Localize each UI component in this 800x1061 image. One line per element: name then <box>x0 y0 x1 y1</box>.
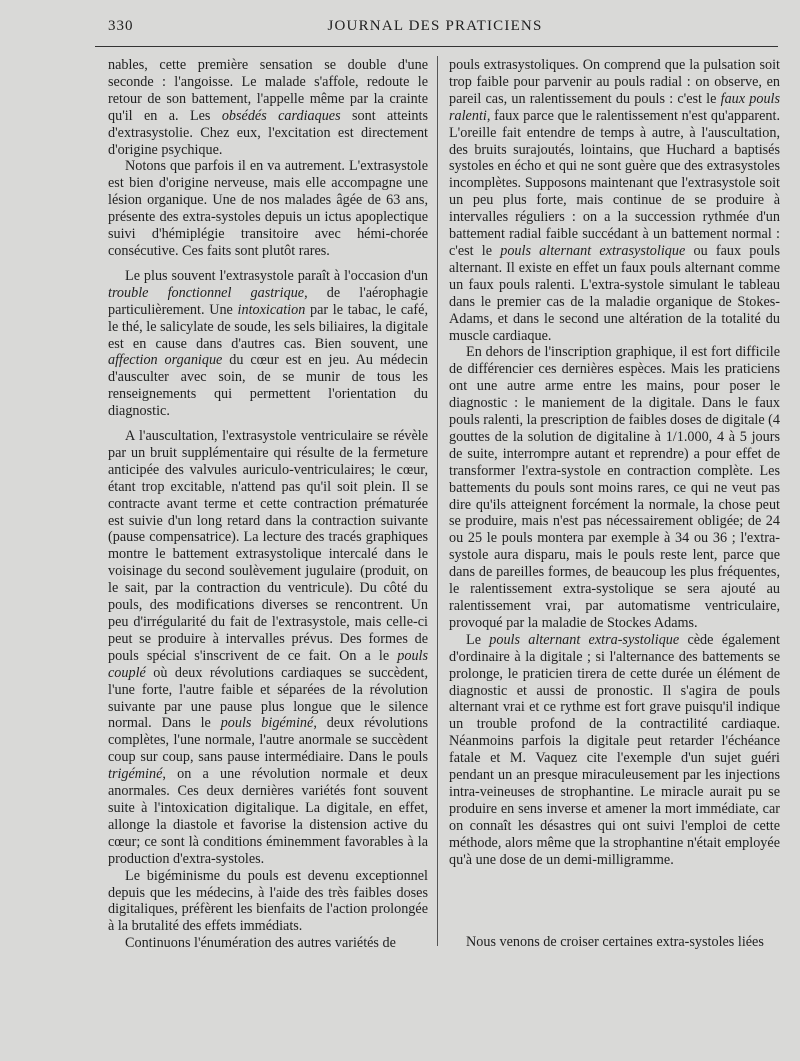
text-run: ou faux pouls alternant. Il existe en effet un faux pouls alternant comme un faux pouls ralenti. L'extra-systole simulant le tableau dans le premier cas de la maladie organique de Stokes-Adams, et dans le second une altération de la totalité du muscle cardiaque. <box>449 242 780 344</box>
text-run: Le plus souvent l'extrasystole paraît à l'occasion d'un <box>125 267 428 284</box>
text-run: A l'auscultation, l'extrasystole ventriculaire se révèle par un bruit supplémentaire qui résulte de la fermeture anticipée des valvules auriculo-ventriculaires; le cœur, étant trop excitable, n'attend pas qu'il soit plein. Il se contracte avant terme et cette contraction prématurée est suivie d'un long retard dans la contraction suivante (pause compensatrice). La lecture des tracés graphiques montre le battement extrasystolique intercalé dans le voisinage du second soulèvement jugulaire (produit, on le sait, par la contraction du ventricule). Du côté du pouls, des modifications diverses se rencontrent. Un peu d'irrégularité du fait de l'extrasystole, mais celle-ci peut se produire à intervalles prévus. Des formes de pouls spécial s'inscrivent de ce fait. On a le <box>108 428 428 664</box>
text-run: Continuons l'énumération des autres variétés de <box>125 935 396 952</box>
paragraph <box>108 868 428 936</box>
text-run: Nous venons de croiser certaines extra-systoles liées <box>466 934 764 950</box>
paragraph <box>108 57 428 158</box>
text-run: où deux révolutions cardiaques se succèdent, l'une forte, l'autre faible et séparées de la révolution suivante par une pause plus longue que le silence normal. Dans le <box>108 664 428 732</box>
page-number: 330 <box>108 18 134 34</box>
italic-term: affection organique <box>108 352 223 369</box>
running-header <box>90 18 780 42</box>
italic-term: obsédés cardiaques <box>221 107 341 124</box>
text-run: du cœur est en jeu. Au médecin d'ausculter avec soin, de se munir de tous les renseignements qui permettent l'orientation du diagnostic. <box>108 352 428 420</box>
italic-term: pouls couplé <box>108 647 428 681</box>
left-column <box>108 57 428 952</box>
text-run: cède également d'ordinaire à la digitale ; si l'alternance des battements se prolonge, le praticien tirera de cette durée un élément de diagnostic et aussi de pronostic. Il s'agira de pouls alternant vrai et ce rythme est fort grave puisqu'il indique un trouble profond de la contractilité cardiaque. Néanmoins parfois la digitale peut retarder l'échéance fatale et M. Vaquez cite l'exemple d'un sujet guéri pendant un an presque miraculeusement par les injections intra-veineuses de strophantine. Le miracle aurait pu se produire en sens inverse et amener la mort immédiate, car on connaît les désastres qui ont suivi l'emploi de cette méthode, alors même que la strophantine n'était employée qu'à une dose de un demi-milligramme. <box>449 631 780 868</box>
text-run: En dehors de l'inscription graphique, il est fort difficile de différencier ces dernières espèces. Mais les praticiens ont une autre arme entre les mains, pour poser le diagnostic : le maniement de la digitale. Dans le faux pouls ralenti, la prescription de faibles doses de digitale (4 gouttes de la solution de digitaline à 1/1.000, 4 à 5 jours de suite, interrompre autant et reprendre) a pour effet de transformer l'extra-systole en contraction complète. Les battements du pouls sont moins rares, ce qui ne veut pas dire qu'ils atteignent forcément la normale, la chose peut se produire, mais n'est pas nécessairement obligée; de 24 ou 25 le pouls montera par exemple à 34 ou 36 ; l'extra-systole aura disparu, mais le pouls reste lent, parce que dans de pareilles formes, de beaucoup les plus fréquentes, le ralentissement extra-systolique se sera ajouté au ralentissement vrai, par automatisme ventriculaire, provoqué par la maladie de Stockes Adams. <box>449 344 780 631</box>
text-run: Le bigéminisme du pouls est devenu exceptionnel depuis que les médecins, à l'aide des très faibles doses digitaliques, préfèrent les bienfaits de l'action prolongée à la brutalité des effets immédiats. <box>108 867 428 935</box>
journal-title: JOURNAL DES PRATICIENS <box>327 18 543 34</box>
text-run: par le tabac, le café, le thé, le salicylate de soude, les sels biliaires, la digitale est en cause dans d'autres cas. Bien souvent, une <box>108 301 428 352</box>
paragraph <box>108 428 428 868</box>
header-rule <box>95 46 778 47</box>
text-run: pouls extrasystoliques. On comprend que la pulsation soit trop faible pour parvenir au pouls radial : on observe, en pareil cas, un ralentissement du pouls : c'est le <box>449 57 780 107</box>
italic-term: trouble fonctionnel gastrique <box>108 284 305 301</box>
italic-term: pouls alternant extra-systolique <box>489 631 680 648</box>
paragraph <box>449 632 780 869</box>
italic-term: faux pouls ralenti <box>449 90 780 124</box>
italic-term: pouls alternant extrasystolique <box>500 242 686 259</box>
paragraph <box>449 934 780 951</box>
column-divider <box>437 56 438 946</box>
italic-term: trigéminé <box>108 766 163 783</box>
right-column <box>449 57 780 869</box>
italic-term: intoxication <box>237 301 306 318</box>
text-run: , deux révolutions complètes, l'une normale, l'autre anormale se succèdent coup sur coup, sans pause intermédiaire. Dans le pouls <box>108 715 428 766</box>
text-run: Le <box>466 631 490 648</box>
text-run: Notons que parfois il en va autrement. L'extrasystole est bien d'origine nerveuse, mais elle accompagne une lésion organique. Une de nos malades âgée de 63 ans, présente des extra-systoles depuis un ictus apoplectique suivi d'hémiplégie transitoire avec hémi-chorée consécutive. Ces faits sont plutôt rares. <box>108 158 428 259</box>
paragraph <box>108 935 428 952</box>
text-run: , faux parce que le ralentissement n'est qu'apparent. L'oreille fait entendre de temps à autre, à l'auscultation, des bruits surajoutés, lointains, que Huchard a baptisés systoles en écho et qui ne sont guère que des extrasystoles incomplètes. Supposons maintenant que l'extrasystole soit un peu plus forte, mais continue de se produire à intervalles réguliers : on a la succession rythmée d'un battement radial faible succédant à un battement normal : c'est le <box>449 107 780 259</box>
text-run: nables, cette première sensation se double d'une seconde : l'angoisse. Le malade s'affole, redoute le retour de son battement, l'appelle même par la crainte qu'il en a. Les <box>108 57 428 124</box>
paragraph <box>449 344 780 631</box>
text-run: , de l'aérophagie particulièrement. Une <box>108 284 428 318</box>
paragraph <box>108 268 428 420</box>
text-run: sont atteints d'extrasystolie. Chez eux, l'excitation est directement d'origine psychique. <box>108 107 428 158</box>
paragraph <box>108 158 428 259</box>
paragraph <box>449 57 780 344</box>
text-run: , on a une révolution normale et deux anormales. Ces deux dernières variétés font souvent suite à l'intoxication digitalique. La digitale, en effet, allonge la diastole et favorise la distension active du cœur; ce sont là conditions éminemment favorables à la production d'extra-systoles. <box>108 766 428 867</box>
italic-term: pouls bigéminé <box>220 715 314 732</box>
